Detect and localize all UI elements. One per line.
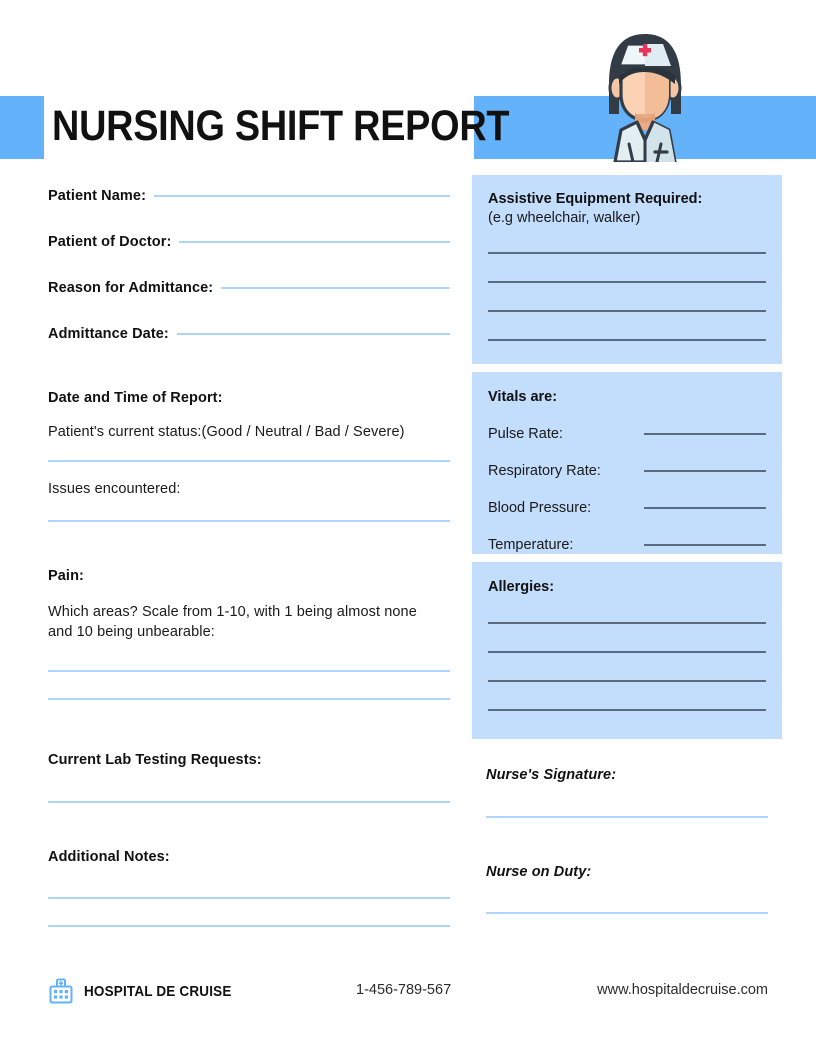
footer-brand-name: HOSPITAL DE CRUISE	[84, 982, 232, 1000]
temperature-label: Temperature:	[488, 537, 574, 553]
admittance-date-input-line[interactable]	[177, 333, 450, 335]
hospital-building-icon	[48, 978, 74, 1004]
left-column	[48, 175, 450, 927]
pain-label: Pain:	[48, 568, 84, 584]
section-additional-notes	[48, 849, 450, 927]
temperature-input-line[interactable]	[644, 544, 766, 546]
respiratory-rate-label: Respiratory Rate:	[488, 463, 601, 479]
vitals-title: Vitals are:	[488, 389, 558, 405]
lab-testing-input-line[interactable]	[48, 801, 450, 803]
right-column	[472, 175, 782, 914]
footer-brand	[48, 978, 248, 1004]
page-footer	[0, 978, 816, 1018]
current-status-input-line[interactable]	[48, 460, 450, 462]
pain-description: Which areas? Scale from 1-10, with 1 being almost none and 10 being unbearable:	[48, 604, 417, 640]
field-patient-of-doctor[interactable]	[48, 234, 450, 250]
assistive-equipment-input-line-4[interactable]	[488, 339, 766, 341]
allergies-input-line-2[interactable]	[488, 651, 766, 653]
pulse-rate-label: Pulse Rate:	[488, 426, 563, 442]
patient-name-input-line[interactable]	[154, 195, 450, 197]
vitals-row-respiratory-rate[interactable]	[488, 463, 766, 479]
header-accent-left	[0, 96, 44, 159]
allergies-title: Allergies:	[488, 579, 555, 595]
section-lab-testing	[48, 752, 450, 803]
page-header	[0, 0, 816, 175]
pulse-rate-input-line[interactable]	[644, 433, 766, 435]
nurse-signature-label: Nurse's Signature:	[486, 767, 617, 783]
reason-for-admittance-label: Reason for Admittance:	[48, 280, 214, 296]
assistive-equipment-input-line-3[interactable]	[488, 310, 766, 312]
assistive-equipment-subtitle: (e.g wheelchair, walker)	[488, 210, 641, 226]
vitals-row-pulse-rate[interactable]	[488, 426, 766, 442]
allergies-input-line-3[interactable]	[488, 680, 766, 682]
pain-input-line-1[interactable]	[48, 670, 450, 672]
patient-of-doctor-input-line[interactable]	[179, 241, 450, 243]
allergies-box	[472, 562, 782, 739]
nurse-on-duty-input-line[interactable]	[486, 912, 768, 914]
assistive-equipment-box	[472, 175, 782, 364]
nurse-on-duty-label: Nurse on Duty:	[486, 864, 592, 880]
allergies-input-line-1[interactable]	[488, 622, 766, 624]
pain-input-line-2[interactable]	[48, 698, 450, 700]
respiratory-rate-input-line[interactable]	[644, 470, 766, 472]
nurse-signature-input-line[interactable]	[486, 816, 768, 818]
blood-pressure-input-line[interactable]	[644, 507, 766, 509]
date-time-of-report-label: Date and Time of Report:	[48, 390, 223, 406]
section-nurse-signature	[472, 767, 782, 818]
vitals-row-blood-pressure[interactable]	[488, 500, 766, 516]
blood-pressure-label: Blood Pressure:	[488, 500, 592, 516]
section-pain	[48, 568, 450, 700]
lab-testing-label: Current Lab Testing Requests:	[48, 752, 262, 768]
section-report-datetime	[48, 390, 450, 522]
assistive-equipment-input-line-2[interactable]	[488, 281, 766, 283]
assistive-equipment-input-line-1[interactable]	[488, 252, 766, 254]
assistive-equipment-title: Assistive Equipment Required:	[488, 191, 703, 207]
current-status-label: Patient's current status:(Good / Neutral / Bad / Severe)	[48, 424, 405, 440]
patient-name-label: Patient Name:	[48, 188, 146, 204]
additional-notes-input-line-1[interactable]	[48, 897, 450, 899]
vitals-row-temperature[interactable]	[488, 537, 766, 553]
reason-for-admittance-input-line[interactable]	[221, 287, 450, 289]
admittance-date-label: Admittance Date:	[48, 326, 169, 342]
issues-encountered-label: Issues encountered:	[48, 481, 181, 497]
page-title: NURSING SHIFT REPORT	[52, 102, 510, 150]
patient-of-doctor-label: Patient of Doctor:	[48, 234, 172, 250]
field-patient-name[interactable]	[48, 188, 450, 204]
section-nurse-on-duty	[472, 864, 782, 914]
footer-phone[interactable]: 1-456-789-567	[356, 982, 452, 998]
issues-encountered-input-line[interactable]	[48, 520, 450, 522]
field-admittance-date[interactable]	[48, 326, 450, 342]
footer-website[interactable]: www.hospitaldecruise.com	[597, 982, 768, 998]
additional-notes-label: Additional Notes:	[48, 849, 170, 865]
allergies-input-line-4[interactable]	[488, 709, 766, 711]
nurse-avatar-illustration	[575, 22, 715, 162]
field-reason-for-admittance[interactable]	[48, 280, 450, 296]
vitals-box	[472, 372, 782, 554]
additional-notes-input-line-2[interactable]	[48, 925, 450, 927]
